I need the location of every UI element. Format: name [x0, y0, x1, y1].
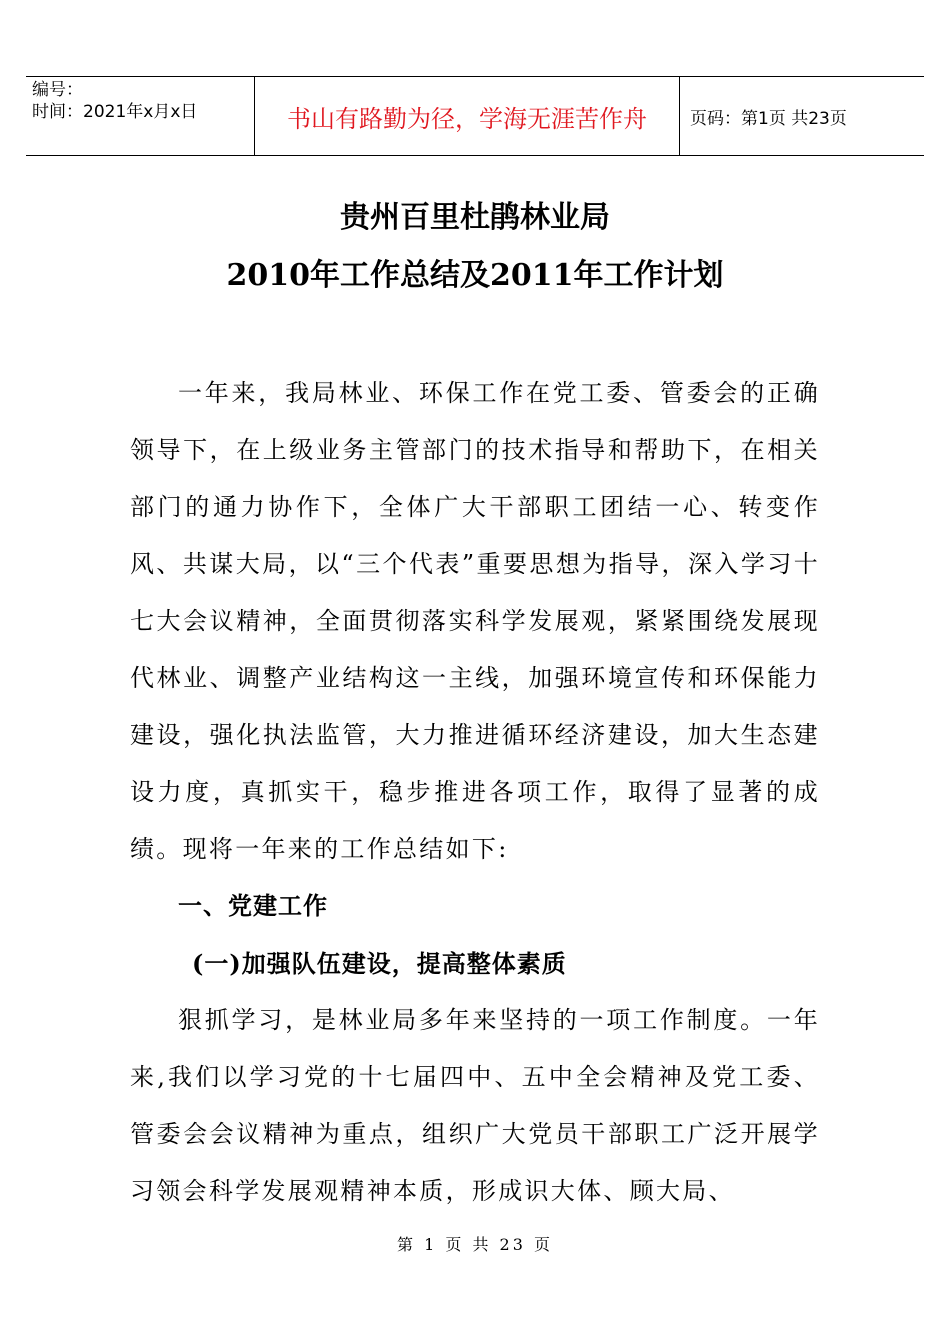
subsection-heading: (一)加强队伍建设，提高整体素质: [192, 949, 567, 978]
page-info: 页码：第1页 共23页: [690, 108, 847, 129]
code-label: 编号：: [32, 80, 83, 100]
time-label: 时间：2021年x月x日: [32, 102, 198, 122]
document-body: [130, 365, 820, 1220]
motto-text: 书山有路勤为径，学海无涯苦作舟: [287, 104, 647, 133]
document-subtitle: 2010年工作总结及2011年工作计划: [226, 258, 724, 293]
header-page-cell: [680, 77, 924, 155]
section-heading: 一、党建工作: [178, 892, 328, 920]
intro-paragraph: 一年来，我局林业、环保工作在党工委、管委会的正确领导下，在上级业务主管部门的技术指导和帮助下，在相关部门的通力协作下，全体广大干部职工团结一心、转变作风、共谋大局，以“三个代表”重要思想为指导，深入学习十七大会议精神，全面贯彻落实科学发展观，紧紧围绕发展现代林业、调整产业结构这一主线，加强环境宣传和环保能力建设，强化执法监管，大力推进循环经济建设，加大生态建设力度，真抓实干，稳步推进各项工作，取得了显著的成绩。现将一年来的工作总结如下:: [130, 379, 820, 863]
header-motto-cell: [254, 77, 680, 155]
page-footer: 第 1 页 共 23 页: [397, 1235, 553, 1254]
document-title: 贵州百里杜鹃林业局: [340, 200, 610, 235]
document-header: [26, 76, 924, 156]
study-paragraph: 狠抓学习，是林业局多年来坚持的一项工作制度。一年来,我们以学习党的十七届四中、五中全会精神及党工委、管委会会议精神为重点，组织广大党员干部职工广泛开展学习领会科学发展观精神本质，形成识大体、顾大局、: [130, 1006, 820, 1205]
header-meta-cell: [26, 77, 254, 155]
